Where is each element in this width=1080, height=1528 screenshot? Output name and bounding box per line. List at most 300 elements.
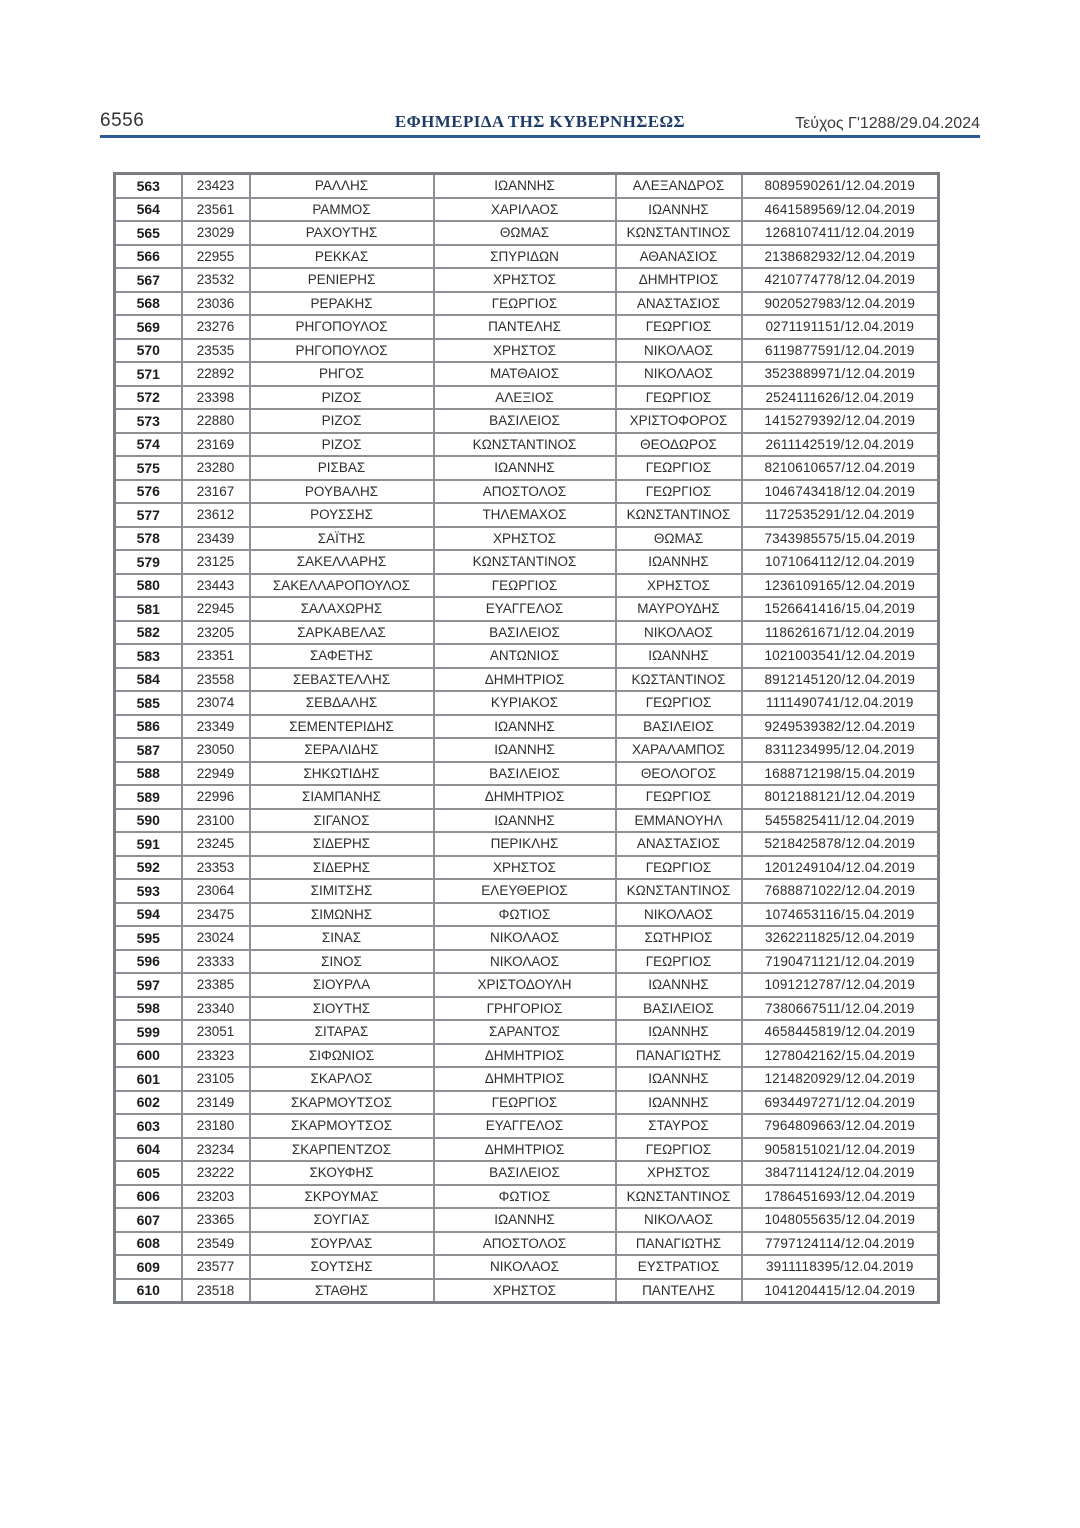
table-row [115,856,939,880]
first-name: ΔΗΜΗΤΡΙΟΣ [434,1067,616,1091]
father-name: ΓΕΩΡΓΙΟΣ [616,950,742,974]
registry-code: 23340 [182,997,250,1021]
surname: ΡΟΥΣΣΗΣ [250,503,434,527]
first-name: ΧΡΗΣΤΟΣ [434,527,616,551]
issue-info: Τεύχος Γ'1288/29.04.2024 [795,115,980,132]
decision-number-date: 1201249104/12.04.2019 [742,856,939,880]
table-row [115,1255,939,1279]
registry-code: 22996 [182,785,250,809]
registry-code: 23024 [182,926,250,950]
decision-number-date: 2138682932/12.04.2019 [742,245,939,269]
table-row [115,1208,939,1232]
surname: ΣΑΦΕΤΗΣ [250,644,434,668]
registry-table-body [115,174,939,1303]
surname: ΡΑΛΛΗΣ [250,174,434,198]
first-name: ΠΕΡΙΚΛΗΣ [434,832,616,856]
page-number: 6556 [100,110,145,131]
father-name: ΠΑΝΤΕΛΗΣ [616,1279,742,1303]
surname: ΣΑΚΕΛΛΑΡΟΠΟΥΛΟΣ [250,574,434,598]
father-name: ΚΩΝΣΤΑΝΤΙΝΟΣ [616,503,742,527]
decision-number-date: 2524111626/12.04.2019 [742,386,939,410]
surname: ΣΕΡΑΛΙΔΗΣ [250,738,434,762]
registry-code: 23439 [182,527,250,551]
first-name: ΙΩΑΝΝΗΣ [434,1208,616,1232]
father-name: ΔΗΜΗΤΡΙΟΣ [616,268,742,292]
registry-code: 23333 [182,950,250,974]
registry-code: 23105 [182,1067,250,1091]
surname: ΣΑΪΤΗΣ [250,527,434,551]
registry-code: 23064 [182,879,250,903]
row-serial-number: 589 [115,785,182,809]
row-serial-number: 609 [115,1255,182,1279]
first-name: ΧΡΗΣΤΟΣ [434,268,616,292]
row-serial-number: 592 [115,856,182,880]
row-serial-number: 586 [115,715,182,739]
surname: ΣΕΒΑΣΤΕΛΛΗΣ [250,668,434,692]
row-serial-number: 597 [115,973,182,997]
table-row [115,973,939,997]
row-serial-number: 581 [115,597,182,621]
table-row [115,1185,939,1209]
surname: ΣΕΒΔΑΛΗΣ [250,691,434,715]
decision-number-date: 1074653116/15.04.2019 [742,903,939,927]
table-row [115,879,939,903]
decision-number-date: 1214820929/12.04.2019 [742,1067,939,1091]
first-name: ΔΗΜΗΤΡΙΟΣ [434,1138,616,1162]
registry-code: 23577 [182,1255,250,1279]
surname: ΡΙΖΟΣ [250,409,434,433]
decision-number-date: 9058151021/12.04.2019 [742,1138,939,1162]
registry-code: 23349 [182,715,250,739]
row-serial-number: 600 [115,1044,182,1068]
first-name: ΝΙΚΟΛΑΟΣ [434,926,616,950]
row-serial-number: 565 [115,221,182,245]
table-row [115,574,939,598]
father-name: ΚΩΝΣΤΑΝΤΙΝΟΣ [616,221,742,245]
first-name: ΑΠΟΣΤΟΛΟΣ [434,480,616,504]
surname: ΣΚΡΟΥΜΑΣ [250,1185,434,1209]
decision-number-date: 1021003541/12.04.2019 [742,644,939,668]
first-name: ΒΑΣΙΛΕΙΟΣ [434,762,616,786]
surname: ΡΙΖΟΣ [250,433,434,457]
table-row [115,409,939,433]
father-name: ΜΑΥΡΟΥΔΗΣ [616,597,742,621]
row-serial-number: 571 [115,362,182,386]
first-name: ΠΑΝΤΕΛΗΣ [434,315,616,339]
table-row [115,668,939,692]
father-name: ΒΑΣΙΛΕΙΟΣ [616,997,742,1021]
registry-code: 23351 [182,644,250,668]
row-serial-number: 604 [115,1138,182,1162]
father-name: ΠΑΝΑΓΙΩΤΗΣ [616,1232,742,1256]
surname: ΡΙΣΒΑΣ [250,456,434,480]
father-name: ΘΕΟΛΟΓΟΣ [616,762,742,786]
decision-number-date: 1172535291/12.04.2019 [742,503,939,527]
father-name: ΓΕΩΡΓΙΟΣ [616,785,742,809]
row-serial-number: 601 [115,1067,182,1091]
decision-number-date: 1278042162/15.04.2019 [742,1044,939,1068]
decision-number-date: 1186261671/12.04.2019 [742,621,939,645]
registry-code: 23036 [182,292,250,316]
surname: ΣΚΑΡΛΟΣ [250,1067,434,1091]
table-row [115,1044,939,1068]
surname: ΣΚΑΡΠΕΝΤΖΟΣ [250,1138,434,1162]
decision-number-date: 1091212787/12.04.2019 [742,973,939,997]
decision-number-date: 1236109165/12.04.2019 [742,574,939,598]
father-name: ΣΤΑΥΡΟΣ [616,1114,742,1138]
table-row [115,221,939,245]
father-name: ΙΩΑΝΝΗΣ [616,644,742,668]
decision-number-date: 7380667511/12.04.2019 [742,997,939,1021]
decision-number-date: 1041204415/12.04.2019 [742,1279,939,1303]
surname: ΣΙΜΩΝΗΣ [250,903,434,927]
first-name: ΧΡΗΣΤΟΣ [434,856,616,880]
decision-number-date: 3523889971/12.04.2019 [742,362,939,386]
surname: ΡΟΥΒΑΛΗΣ [250,480,434,504]
surname: ΣΙΟΥΡΛΑ [250,973,434,997]
surname: ΡΗΓΟΠΟΥΛΟΣ [250,339,434,363]
surname: ΣΙΑΜΠΑΝΗΣ [250,785,434,809]
table-row [115,362,939,386]
registry-code: 22945 [182,597,250,621]
row-serial-number: 587 [115,738,182,762]
first-name: ΧΑΡΙΛΑΟΣ [434,198,616,222]
first-name: ΓΕΩΡΓΙΟΣ [434,574,616,598]
decision-number-date: 7343985575/15.04.2019 [742,527,939,551]
table-row [115,1279,939,1303]
surname: ΡΑΜΜΟΣ [250,198,434,222]
first-name: ΔΗΜΗΤΡΙΟΣ [434,1044,616,1068]
father-name: ΘΕΟΔΩΡΟΣ [616,433,742,457]
decision-number-date: 7964809663/12.04.2019 [742,1114,939,1138]
table-row [115,597,939,621]
father-name: ΚΩΝΣΤΑΝΤΙΝΟΣ [616,1185,742,1209]
registry-code: 23203 [182,1185,250,1209]
surname: ΣΚΑΡΜΟΥΤΣΟΣ [250,1114,434,1138]
first-name: ΣΑΡΑΝΤΟΣ [434,1020,616,1044]
father-name: ΙΩΑΝΝΗΣ [616,550,742,574]
registry-code: 22955 [182,245,250,269]
decision-number-date: 1111490741/12.04.2019 [742,691,939,715]
row-serial-number: 580 [115,574,182,598]
first-name: ΚΩΝΣΤΑΝΤΙΝΟΣ [434,433,616,457]
table-row [115,950,939,974]
registry-code: 23612 [182,503,250,527]
table-row [115,738,939,762]
registry-code: 23475 [182,903,250,927]
row-serial-number: 610 [115,1279,182,1303]
row-serial-number: 576 [115,480,182,504]
page-header [100,100,980,134]
first-name: ΑΝΤΩΝΙΟΣ [434,644,616,668]
registry-code: 23050 [182,738,250,762]
decision-number-date: 4210774778/12.04.2019 [742,268,939,292]
father-name: ΓΕΩΡΓΙΟΣ [616,691,742,715]
father-name: ΧΡΙΣΤΟΦΟΡΟΣ [616,409,742,433]
row-serial-number: 608 [115,1232,182,1256]
first-name: ΚΥΡΙΑΚΟΣ [434,691,616,715]
father-name: ΝΙΚΟΛΑΟΣ [616,1208,742,1232]
first-name: ΙΩΑΝΝΗΣ [434,809,616,833]
table-row [115,480,939,504]
decision-number-date: 7797124114/12.04.2019 [742,1232,939,1256]
registry-code: 23234 [182,1138,250,1162]
father-name: ΚΩΣΤΑΝΤΙΝΟΣ [616,668,742,692]
first-name: ΜΑΤΘΑΙΟΣ [434,362,616,386]
father-name: ΕΜΜΑΝΟΥΗΛ [616,809,742,833]
decision-number-date: 1526641416/15.04.2019 [742,597,939,621]
decision-number-date: 7190471121/12.04.2019 [742,950,939,974]
registry-table [113,172,940,1304]
father-name: ΙΩΑΝΝΗΣ [616,973,742,997]
decision-number-date: 1688712198/15.04.2019 [742,762,939,786]
first-name: ΑΠΟΣΤΟΛΟΣ [434,1232,616,1256]
row-serial-number: 598 [115,997,182,1021]
father-name: ΓΕΩΡΓΙΟΣ [616,456,742,480]
registry-code: 23532 [182,268,250,292]
father-name: ΝΙΚΟΛΑΟΣ [616,362,742,386]
table-row [115,1091,939,1115]
surname: ΣΚΑΡΜΟΥΤΣΟΣ [250,1091,434,1115]
table-row [115,1114,939,1138]
surname: ΡΕΝΙΕΡΗΣ [250,268,434,292]
decision-number-date: 6934497271/12.04.2019 [742,1091,939,1115]
table-row [115,386,939,410]
registry-code: 23558 [182,668,250,692]
first-name: ΔΗΜΗΤΡΙΟΣ [434,785,616,809]
row-serial-number: 573 [115,409,182,433]
row-serial-number: 566 [115,245,182,269]
surname: ΣΟΥΡΛΑΣ [250,1232,434,1256]
decision-number-date: 3847114124/12.04.2019 [742,1161,939,1185]
table-row [115,1232,939,1256]
surname: ΣΤΑΘΗΣ [250,1279,434,1303]
father-name: ΝΙΚΟΛΑΟΣ [616,621,742,645]
surname: ΣΚΟΥΦΗΣ [250,1161,434,1185]
surname: ΣΟΥΤΣΗΣ [250,1255,434,1279]
father-name: ΒΑΣΙΛΕΙΟΣ [616,715,742,739]
table-row [115,644,939,668]
table-row [115,926,939,950]
row-serial-number: 588 [115,762,182,786]
surname: ΣΙΝΑΣ [250,926,434,950]
first-name: ΤΗΛΕΜΑΧΟΣ [434,503,616,527]
table-row [115,174,939,198]
decision-number-date: 7688871022/12.04.2019 [742,879,939,903]
first-name: ΧΡΗΣΤΟΣ [434,1279,616,1303]
table-row [115,621,939,645]
registry-code: 23518 [182,1279,250,1303]
table-row [115,785,939,809]
row-serial-number: 591 [115,832,182,856]
row-serial-number: 575 [115,456,182,480]
surname: ΣΟΥΓΙΑΣ [250,1208,434,1232]
first-name: ΧΡΗΣΤΟΣ [434,339,616,363]
surname: ΣΕΜΕΝΤΕΡΙΔΗΣ [250,715,434,739]
father-name: ΣΩΤΗΡΙΟΣ [616,926,742,950]
decision-number-date: 8311234995/12.04.2019 [742,738,939,762]
father-name: ΚΩΝΣΤΑΝΤΙΝΟΣ [616,879,742,903]
table-row [115,691,939,715]
decision-number-date: 8912145120/12.04.2019 [742,668,939,692]
first-name: ΑΛΕΞΙΟΣ [434,386,616,410]
row-serial-number: 594 [115,903,182,927]
father-name: ΓΕΩΡΓΙΟΣ [616,480,742,504]
surname: ΣΙΔΕΡΗΣ [250,832,434,856]
first-name: ΕΛΕΥΘΕΡΙΟΣ [434,879,616,903]
registry-code: 23385 [182,973,250,997]
surname: ΡΕΚΚΑΣ [250,245,434,269]
registry-code: 23205 [182,621,250,645]
table-row [115,903,939,927]
row-serial-number: 574 [115,433,182,457]
decision-number-date: 4641589569/12.04.2019 [742,198,939,222]
decision-number-date: 4658445819/12.04.2019 [742,1020,939,1044]
decision-number-date: 3911118395/12.04.2019 [742,1255,939,1279]
first-name: ΘΩΜΑΣ [434,221,616,245]
row-serial-number: 564 [115,198,182,222]
registry-code: 23051 [182,1020,250,1044]
first-name: ΒΑΣΙΛΕΙΟΣ [434,621,616,645]
decision-number-date: 1415279392/12.04.2019 [742,409,939,433]
surname: ΡΗΓΟΠΟΥΛΟΣ [250,315,434,339]
father-name: ΝΙΚΟΛΑΟΣ [616,339,742,363]
registry-code: 23167 [182,480,250,504]
first-name: ΣΠΥΡΙΔΩΝ [434,245,616,269]
decision-number-date: 1786451693/12.04.2019 [742,1185,939,1209]
father-name: ΧΡΗΣΤΟΣ [616,574,742,598]
registry-code: 23180 [182,1114,250,1138]
row-serial-number: 568 [115,292,182,316]
registry-code: 23365 [182,1208,250,1232]
first-name: ΙΩΑΝΝΗΣ [434,456,616,480]
row-serial-number: 596 [115,950,182,974]
father-name: ΧΑΡΑΛΑΜΠΟΣ [616,738,742,762]
registry-code: 23535 [182,339,250,363]
row-serial-number: 585 [115,691,182,715]
registry-table-wrap [113,172,937,1304]
father-name: ΙΩΑΝΝΗΣ [616,198,742,222]
father-name: ΝΙΚΟΛΑΟΣ [616,903,742,927]
first-name: ΙΩΑΝΝΗΣ [434,715,616,739]
row-serial-number: 603 [115,1114,182,1138]
table-row [115,503,939,527]
surname: ΡΙΖΟΣ [250,386,434,410]
first-name: ΦΩΤΙΟΣ [434,1185,616,1209]
row-serial-number: 563 [115,174,182,198]
registry-code: 23353 [182,856,250,880]
father-name: ΓΕΩΡΓΙΟΣ [616,386,742,410]
row-serial-number: 572 [115,386,182,410]
decision-number-date: 1046743418/12.04.2019 [742,480,939,504]
row-serial-number: 606 [115,1185,182,1209]
father-name: ΓΕΩΡΓΙΟΣ [616,1138,742,1162]
registry-code: 23245 [182,832,250,856]
table-row [115,1020,939,1044]
father-name: ΙΩΑΝΝΗΣ [616,1091,742,1115]
row-serial-number: 590 [115,809,182,833]
table-row [115,1138,939,1162]
header-divider-rule [100,135,980,138]
row-serial-number: 605 [115,1161,182,1185]
registry-code: 23323 [182,1044,250,1068]
registry-code: 22949 [182,762,250,786]
first-name: ΒΑΣΙΛΕΙΟΣ [434,1161,616,1185]
decision-number-date: 0271191151/12.04.2019 [742,315,939,339]
table-row [115,433,939,457]
registry-code: 23549 [182,1232,250,1256]
row-serial-number: 593 [115,879,182,903]
father-name: ΓΕΩΡΓΙΟΣ [616,856,742,880]
surname: ΣΑΚΕΛΛΑΡΗΣ [250,550,434,574]
surname: ΣΙΝΟΣ [250,950,434,974]
first-name: ΙΩΑΝΝΗΣ [434,738,616,762]
surname: ΡΕΡΑΚΗΣ [250,292,434,316]
surname: ΣΙΦΩΝΙΟΣ [250,1044,434,1068]
first-name: ΔΗΜΗΤΡΙΟΣ [434,668,616,692]
registry-code: 23561 [182,198,250,222]
decision-number-date: 8210610657/12.04.2019 [742,456,939,480]
row-serial-number: 599 [115,1020,182,1044]
father-name: ΑΝΑΣΤΑΣΙΟΣ [616,292,742,316]
table-row [115,1161,939,1185]
decision-number-date: 1048055635/12.04.2019 [742,1208,939,1232]
surname: ΣΙΔΕΡΗΣ [250,856,434,880]
row-serial-number: 578 [115,527,182,551]
row-serial-number: 579 [115,550,182,574]
row-serial-number: 567 [115,268,182,292]
registry-code: 23443 [182,574,250,598]
decision-number-date: 6119877591/12.04.2019 [742,339,939,363]
row-serial-number: 582 [115,621,182,645]
surname: ΣΙΤΑΡΑΣ [250,1020,434,1044]
row-serial-number: 584 [115,668,182,692]
surname: ΡΑΧΟΥΤΗΣ [250,221,434,245]
row-serial-number: 577 [115,503,182,527]
surname: ΣΙΟΥΤΗΣ [250,997,434,1021]
father-name: ΑΛΕΞΑΝΔΡΟΣ [616,174,742,198]
row-serial-number: 607 [115,1208,182,1232]
decision-number-date: 5218425878/12.04.2019 [742,832,939,856]
row-serial-number: 595 [115,926,182,950]
table-row [115,315,939,339]
surname: ΣΙΜΙΤΣΗΣ [250,879,434,903]
registry-code: 23222 [182,1161,250,1185]
father-name: ΙΩΑΝΝΗΣ [616,1020,742,1044]
father-name: ΓΕΩΡΓΙΟΣ [616,315,742,339]
table-row [115,245,939,269]
decision-number-date: 1071064112/12.04.2019 [742,550,939,574]
first-name: ΒΑΣΙΛΕΙΟΣ [434,409,616,433]
first-name: ΓΕΩΡΓΙΟΣ [434,292,616,316]
registry-code: 23398 [182,386,250,410]
table-row [115,809,939,833]
registry-code: 23125 [182,550,250,574]
first-name: ΝΙΚΟΛΑΟΣ [434,1255,616,1279]
registry-code: 23280 [182,456,250,480]
table-row [115,339,939,363]
registry-code: 23100 [182,809,250,833]
table-row [115,456,939,480]
table-row [115,832,939,856]
table-row [115,715,939,739]
table-row [115,527,939,551]
first-name: ΓΕΩΡΓΙΟΣ [434,1091,616,1115]
first-name: ΚΩΝΣΤΑΝΤΙΝΟΣ [434,550,616,574]
row-serial-number: 569 [115,315,182,339]
father-name: ΠΑΝΑΓΙΩΤΗΣ [616,1044,742,1068]
decision-number-date: 3262211825/12.04.2019 [742,926,939,950]
